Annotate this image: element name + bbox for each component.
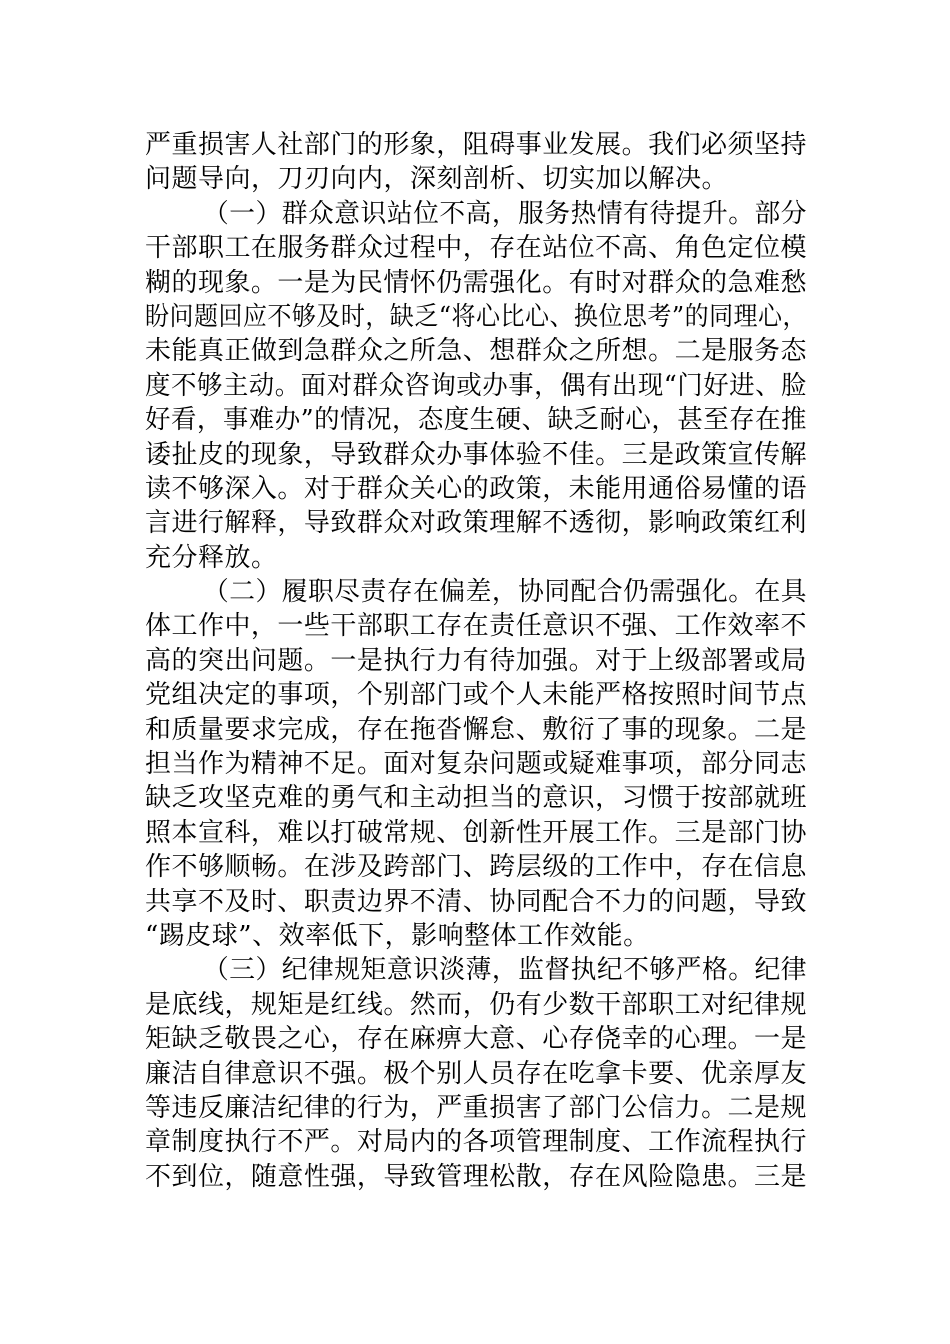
section-heading-line: （二）履职尽责存在偏差，协同配合仍需强化。在具 [203, 577, 807, 608]
paragraph-intro [145, 128, 807, 197]
text-line: 言进行解释，导致群众对政策理解不透彻，影响政策红利 [145, 508, 807, 539]
text-line: 干部职工在服务群众过程中，存在站位不高、角色定位模 [145, 233, 807, 264]
text-line: 章制度执行不严。对局内的各项管理制度、工作流程执行 [145, 1127, 807, 1158]
text-line: 照本宣科，难以打破常规、创新性开展工作。三是部门协 [145, 817, 807, 848]
section-heading-line: （三）纪律规矩意识淡薄，监督执纪不够严格。纪律 [203, 955, 807, 986]
paragraph-section-1 [145, 197, 807, 575]
paragraph-section-2 [145, 575, 807, 953]
text-line: 问题导向，刀刃向内，深刻剖析、切实加以解决。 [145, 164, 729, 195]
text-line: “踢皮球”、效率低下，影响整体工作效能。 [145, 920, 650, 951]
text-line: 缺乏攻坚克难的勇气和主动担当的意识，习惯于按部就班 [145, 783, 807, 814]
text-line: 度不够主动。面对群众咨询或办事，偶有出现“门好进、脸 [145, 370, 807, 401]
text-line: 和质量要求完成，存在拖沓懈怠、敷衍了事的现象。二是 [145, 714, 807, 745]
text-line: 体工作中，一些干部职工存在责任意识不强、工作效率不 [145, 611, 807, 642]
text-line: 读不够深入。对于群众关心的政策，未能用通俗易懂的语 [145, 473, 807, 504]
text-line: 高的突出问题。一是执行力有待加强。对于上级部署或局 [145, 645, 807, 676]
text-line: 矩缺乏敬畏之心，存在麻痹大意、心存侥幸的心理。一是 [145, 1024, 807, 1055]
text-line: 不到位，随意性强，导致管理松散，存在风险隐患。三是 [145, 1161, 807, 1192]
text-line: 党组决定的事项，个别部门或个人未能严格按照时间节点 [145, 680, 807, 711]
text-line: 诿扯皮的现象，导致群众办事体验不佳。三是政策宣传解 [145, 439, 807, 470]
text-line: 共享不及时、职责边界不清、协同配合不力的问题，导致 [145, 886, 807, 917]
document-body [145, 128, 807, 1194]
text-line: 廉洁自律意识不强。极个别人员存在吃拿卡要、优亲厚友 [145, 1058, 807, 1089]
text-line: 未能真正做到急群众之所急、想群众之所想。二是服务态 [145, 336, 807, 367]
text-line: 糊的现象。一是为民情怀仍需强化。有时对群众的急难愁 [145, 267, 807, 298]
text-line: 充分释放。 [145, 542, 278, 573]
text-line: 等违反廉洁纪律的行为，严重损害了部门公信力。二是规 [145, 1092, 807, 1123]
text-line: 严重损害人社部门的形象，阻碍事业发展。我们必须坚持 [145, 130, 807, 160]
text-line: 是底线，规矩是红线。然而，仍有少数干部职工对纪律规 [145, 989, 807, 1020]
text-line: 作不够顺畅。在涉及跨部门、跨层级的工作中，存在信息 [145, 852, 807, 883]
paragraph-section-3 [145, 953, 807, 1194]
text-line: 担当作为精神不足。面对复杂问题或疑难事项，部分同志 [145, 749, 807, 780]
section-heading-line: （一）群众意识站位不高，服务热情有待提升。部分 [203, 198, 807, 229]
text-line: 好看，事难办”的情况，态度生硬、缺乏耐心，甚至存在推 [145, 405, 807, 436]
text-line: 盼问题回应不够及时，缺乏“将心比心、换位思考”的同理心， [145, 301, 807, 332]
